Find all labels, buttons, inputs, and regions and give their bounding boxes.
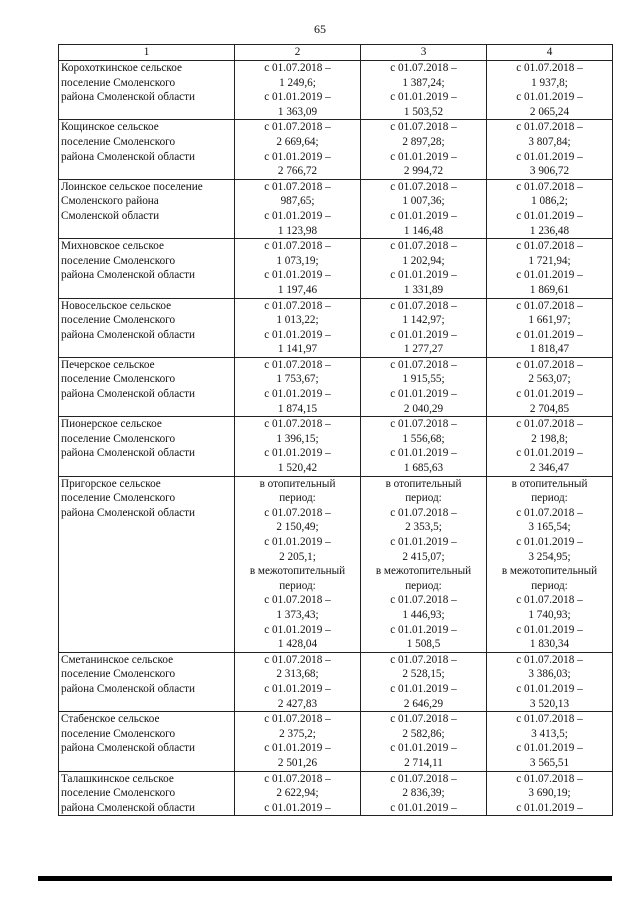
- tariff-line: 2 198,8;: [531, 432, 568, 445]
- settlement-name-cell: [59, 357, 235, 416]
- table-row: [59, 476, 613, 652]
- tariff-line: с 01.01.2019 –: [516, 328, 583, 341]
- tariff-line: с 01.01.2019 –: [264, 536, 331, 548]
- column-header-4: 4: [487, 45, 613, 61]
- tariff-cell-col2: [235, 179, 361, 238]
- tariff-line: с 01.07.2018 –: [390, 62, 457, 74]
- settlement-name-line: поселение Смоленского: [61, 727, 176, 740]
- settlement-name-line: района Смоленской области: [61, 801, 196, 814]
- tariff-cell-col2: [235, 771, 361, 816]
- tariff-line: с 01.07.2018 –: [264, 713, 331, 726]
- tariff-line: 2 346,47: [529, 462, 570, 475]
- tariff-line: 1 520,42: [277, 462, 318, 475]
- tariff-line: с 01.07.2018 –: [516, 772, 583, 785]
- page-number: 65: [314, 22, 326, 36]
- tariff-cell-col2: [235, 476, 361, 652]
- tariff-line: с 01.01.2019 –: [390, 209, 457, 222]
- table-row: [59, 417, 613, 476]
- settlement-name-cell: [59, 179, 235, 238]
- tariff-line: с 01.01.2019 –: [264, 801, 331, 814]
- tariff-line: 2 205,1;: [279, 550, 316, 563]
- tariff-line: 1 363,09: [277, 105, 318, 118]
- tariff-cell-col3: [361, 652, 487, 711]
- tariff-line: с 01.01.2019 –: [264, 328, 331, 341]
- tariff-line: с 01.01.2019 –: [264, 91, 331, 104]
- tariff-line: с 01.01.2019 –: [516, 209, 583, 222]
- tariff-line: 1 073,19;: [276, 254, 319, 267]
- column-header-1: 1: [59, 45, 235, 61]
- tariff-line: 1 387,24;: [402, 76, 445, 89]
- tariff-line: 1 373,43;: [276, 608, 319, 621]
- tariff-line: с 01.07.2018 –: [516, 299, 583, 312]
- tariff-line: с 01.07.2018 –: [516, 121, 583, 134]
- tariff-line: с 01.01.2019 –: [390, 447, 457, 460]
- settlement-name-cell: [59, 120, 235, 179]
- settlement-name-line: Пионерское сельское: [61, 418, 162, 431]
- tariff-line: 1 661,97;: [528, 314, 571, 327]
- tariff-line: 1 331,89: [403, 283, 444, 296]
- settlement-name-line: Стабенское сельское: [61, 713, 160, 726]
- tariff-line: с 01.07.2018 –: [516, 713, 583, 726]
- tariff-line: с 01.01.2019 –: [516, 623, 583, 636]
- settlement-name-line: района Смоленской области: [61, 388, 196, 401]
- table-row: [59, 239, 613, 298]
- tariff-line: период:: [279, 579, 316, 592]
- settlement-name-line: Смоленского района: [61, 195, 159, 208]
- column-header-3: 3: [361, 45, 487, 61]
- tariff-line: с 01.01.2019 –: [516, 91, 583, 104]
- tariff-line: с 01.07.2018 –: [390, 594, 457, 607]
- tariff-line: с 01.07.2018 –: [264, 653, 331, 666]
- settlement-name-cell: [59, 417, 235, 476]
- tariff-line: 2 897,28;: [402, 135, 445, 148]
- tariff-line: с 01.07.2018 –: [390, 299, 457, 312]
- tariff-line: 1 740,93;: [528, 608, 571, 621]
- tariff-cell-col3: [361, 298, 487, 357]
- tariff-cell-col3: [361, 239, 487, 298]
- settlement-name-line: Корохоткинское сельское: [61, 62, 182, 74]
- settlement-name-line: Сметанинское сельское: [61, 653, 174, 666]
- tariff-line: 2 501,26: [277, 756, 318, 769]
- tariff-cell-col3: [361, 357, 487, 416]
- settlement-name-line: поселение Смоленского: [61, 254, 176, 267]
- tariff-line: с 01.01.2019 –: [516, 150, 583, 163]
- settlement-name-line: поселение Смоленского: [61, 432, 176, 445]
- tariff-line: с 01.07.2018 –: [516, 240, 583, 253]
- tariff-line: 3 520,13: [529, 697, 570, 710]
- settlement-name-line: района Смоленской области: [61, 91, 196, 104]
- tariff-line: 2 994,72: [403, 165, 444, 178]
- settlement-name-line: поселение Смоленского: [61, 76, 176, 89]
- tariff-line: 1 146,48: [403, 224, 444, 237]
- tariff-line: в отопительный: [385, 477, 462, 490]
- settlement-name-cell: [59, 239, 235, 298]
- table-body: [59, 61, 613, 816]
- table-row: [59, 179, 613, 238]
- tariff-line: 3 565,51: [529, 756, 570, 769]
- tariff-line: 1 197,46: [277, 283, 318, 296]
- tariff-line: 2 646,29: [403, 697, 444, 710]
- tariff-line: с 01.01.2019 –: [390, 388, 457, 401]
- table-row: [59, 298, 613, 357]
- tariff-line: с 01.01.2019 –: [264, 269, 331, 282]
- settlement-name-line: Печерское сельское: [61, 358, 155, 371]
- tariff-line: 3 413,5;: [531, 727, 568, 740]
- tariff-line: с 01.01.2019 –: [516, 801, 583, 814]
- tariff-cell-col3: [361, 712, 487, 771]
- tariff-line: период:: [405, 579, 442, 592]
- tariff-line: с 01.01.2019 –: [264, 682, 331, 695]
- tariff-line: с 01.07.2018 –: [516, 594, 583, 607]
- tariff-line: с 01.07.2018 –: [516, 418, 583, 431]
- tariff-cell-col2: [235, 61, 361, 120]
- tariff-line: 2 528,15;: [402, 668, 445, 681]
- tariff-cell-col3: [361, 179, 487, 238]
- settlement-name-line: района Смоленской области: [61, 150, 196, 163]
- tariff-cell-col3: [361, 476, 487, 652]
- tariff-line: 3 807,84;: [528, 135, 571, 148]
- tariff-line: 1 753,67;: [276, 373, 319, 386]
- table-row: [59, 712, 613, 771]
- table-header-row: [59, 45, 613, 61]
- settlement-name-line: Новосельское сельское: [61, 299, 172, 312]
- tariff-line: 1 685,63: [403, 462, 444, 475]
- settlement-name-line: района Смоленской области: [61, 447, 196, 460]
- settlement-name-line: поселение Смоленского: [61, 492, 176, 505]
- settlement-name-line: района Смоленской области: [61, 328, 196, 341]
- tariff-line: 1 915,55;: [402, 373, 445, 386]
- tariff-line: 2 353,5;: [405, 521, 442, 534]
- tariff-line: 2 427,83: [277, 697, 318, 710]
- tariff-line: 1 236,48: [529, 224, 570, 237]
- tariff-line: 1 556,68;: [402, 432, 445, 445]
- tariff-line: с 01.01.2019 –: [390, 328, 457, 341]
- settlement-name-line: района Смоленской области: [61, 742, 196, 755]
- tariff-line: в межотопительный: [249, 565, 346, 578]
- tariff-line: 1 937,8;: [531, 76, 568, 89]
- tariff-line: с 01.07.2018 –: [390, 358, 457, 371]
- tariff-line: с 01.07.2018 –: [390, 506, 457, 519]
- tariff-line: с 01.01.2019 –: [390, 682, 457, 695]
- tariff-line: 1 446,93;: [402, 608, 445, 621]
- tariff-cell-col4: [487, 712, 613, 771]
- tariff-cell-col3: [361, 771, 487, 816]
- tariff-line: с 01.01.2019 –: [390, 623, 457, 636]
- tariff-cell-col2: [235, 239, 361, 298]
- tariff-line: 1 249,6;: [279, 76, 316, 89]
- tariff-line: 1 869,61: [529, 283, 570, 296]
- settlement-name-line: поселение Смоленского: [61, 314, 176, 327]
- table-row: [59, 652, 613, 711]
- settlement-name-cell: [59, 771, 235, 816]
- tariff-line: с 01.01.2019 –: [390, 536, 457, 548]
- settlement-name-cell: [59, 476, 235, 652]
- tariff-line: с 01.07.2018 –: [516, 180, 583, 193]
- tariff-line: 2 714,11: [404, 756, 443, 769]
- tariff-cell-col4: [487, 652, 613, 711]
- tariff-line: в отопительный: [511, 477, 588, 490]
- tariff-cell-col4: [487, 179, 613, 238]
- tariff-line: период:: [531, 579, 568, 592]
- settlement-name-line: Михновское сельское: [61, 240, 164, 253]
- tariff-line: 3 254,95;: [528, 550, 571, 563]
- tariff-line: с 01.01.2019 –: [390, 269, 457, 282]
- tariff-table: [58, 44, 613, 816]
- bottom-rule: [38, 876, 612, 881]
- tariff-line: с 01.07.2018 –: [264, 62, 331, 74]
- tariff-cell-col4: [487, 120, 613, 179]
- tariff-line: 2 313,68;: [276, 668, 319, 681]
- tariff-line: с 01.01.2019 –: [516, 536, 583, 548]
- tariff-line: 1 123,98: [277, 224, 318, 237]
- settlement-name-line: района Смоленской области: [61, 682, 196, 695]
- tariff-cell-col4: [487, 61, 613, 120]
- tariff-cell-col2: [235, 298, 361, 357]
- tariff-line: с 01.07.2018 –: [264, 299, 331, 312]
- tariff-line: 1 396,15;: [276, 432, 319, 445]
- settlement-name-line: Талашкинское сельское: [61, 772, 174, 785]
- tariff-line: 2 766,72: [277, 165, 318, 178]
- tariff-line: с 01.07.2018 –: [264, 121, 331, 134]
- settlement-name-line: поселение Смоленского: [61, 135, 176, 148]
- tariff-line: 2 622,94;: [276, 787, 319, 800]
- tariff-line: период:: [531, 492, 568, 505]
- table-row: [59, 61, 613, 120]
- table-row: [59, 120, 613, 179]
- settlement-name-line: поселение Смоленского: [61, 668, 176, 681]
- tariff-line: с 01.01.2019 –: [264, 209, 331, 222]
- tariff-line: с 01.07.2018 –: [390, 240, 457, 253]
- tariff-line: 3 386,03;: [528, 668, 571, 681]
- settlement-name-line: Лоинское сельское поселение: [61, 180, 203, 193]
- tariff-cell-col3: [361, 417, 487, 476]
- tariff-line: с 01.07.2018 –: [264, 180, 331, 193]
- settlement-name-line: района Смоленской области: [61, 269, 196, 282]
- tariff-line: 2 669,64;: [276, 135, 319, 148]
- tariff-line: с 01.07.2018 –: [264, 358, 331, 371]
- tariff-line: с 01.07.2018 –: [264, 772, 331, 785]
- tariff-line: с 01.01.2019 –: [390, 742, 457, 755]
- tariff-line: в межотопительный: [375, 565, 472, 578]
- tariff-line: 1 086,2;: [531, 195, 568, 208]
- tariff-line: в межотопительный: [501, 565, 598, 578]
- tariff-line: с 01.07.2018 –: [390, 180, 457, 193]
- tariff-line: 2 415,07;: [402, 550, 445, 563]
- tariff-line: с 01.01.2019 –: [264, 447, 331, 460]
- settlement-name-line: поселение Смоленского: [61, 787, 176, 800]
- tariff-line: период:: [405, 492, 442, 505]
- tariff-line: 1 830,34: [529, 638, 570, 651]
- tariff-line: 1 007,36;: [402, 195, 445, 208]
- tariff-line: 1 874,15: [277, 402, 318, 415]
- tariff-line: с 01.01.2019 –: [264, 150, 331, 163]
- tariff-line: 2 065,24: [529, 105, 570, 118]
- tariff-cell-col2: [235, 652, 361, 711]
- tariff-cell-col4: [487, 476, 613, 652]
- tariff-cell-col4: [487, 357, 613, 416]
- tariff-line: 1 013,22;: [276, 314, 319, 327]
- tariff-line: с 01.07.2018 –: [390, 653, 457, 666]
- table-row: [59, 771, 613, 816]
- tariff-line: с 01.07.2018 –: [390, 772, 457, 785]
- tariff-line: 1 508,5: [406, 638, 441, 651]
- tariff-line: 2 836,39;: [402, 787, 445, 800]
- tariff-line: с 01.07.2018 –: [264, 506, 331, 519]
- tariff-line: с 01.07.2018 –: [390, 418, 457, 431]
- settlement-name-line: Смоленской области: [61, 209, 160, 222]
- settlement-name-cell: [59, 652, 235, 711]
- tariff-cell-col2: [235, 357, 361, 416]
- tariff-line: 1 202,94;: [402, 254, 445, 267]
- settlement-name-cell: [59, 712, 235, 771]
- settlement-name-line: Пригорское сельское: [61, 477, 161, 490]
- tariff-line: с 01.07.2018 –: [516, 653, 583, 666]
- tariff-line: 3 906,72: [529, 165, 570, 178]
- settlement-name-cell: [59, 298, 235, 357]
- tariff-line: с 01.01.2019 –: [264, 742, 331, 755]
- settlement-name-line: района Смоленской области: [61, 506, 196, 519]
- tariff-line: 1 277,27: [403, 343, 444, 356]
- tariff-cell-col4: [487, 239, 613, 298]
- tariff-line: в отопительный: [259, 477, 336, 490]
- tariff-line: 1 142,97;: [402, 314, 445, 327]
- tariff-line: 1 721,94;: [528, 254, 571, 267]
- tariff-cell-col4: [487, 771, 613, 816]
- tariff-line: с 01.01.2019 –: [264, 388, 331, 401]
- tariff-line: 2 582,86;: [402, 727, 445, 740]
- tariff-line: 1 141,97: [277, 343, 318, 356]
- tariff-line: 1 818,47: [529, 343, 570, 356]
- tariff-line: с 01.07.2018 –: [516, 358, 583, 371]
- tariff-cell-col3: [361, 120, 487, 179]
- settlement-name-line: Кощинское сельское: [61, 121, 159, 134]
- settlement-name-line: поселение Смоленского: [61, 373, 176, 386]
- tariff-line: 2 563,07;: [528, 373, 571, 386]
- tariff-line: 3 165,54;: [528, 521, 571, 534]
- tariff-line: 2 040,29: [403, 402, 444, 415]
- tariff-line: 987,65;: [280, 195, 315, 208]
- tariff-line: с 01.01.2019 –: [516, 682, 583, 695]
- tariff-line: с 01.07.2018 –: [390, 121, 457, 134]
- tariff-line: с 01.01.2019 –: [516, 447, 583, 460]
- tariff-cell-col2: [235, 712, 361, 771]
- tariff-line: с 01.01.2019 –: [390, 150, 457, 163]
- tariff-cell-col2: [235, 417, 361, 476]
- tariff-cell-col4: [487, 298, 613, 357]
- tariff-cell-col4: [487, 417, 613, 476]
- tariff-line: 2 150,49;: [276, 521, 319, 534]
- tariff-line: с 01.01.2019 –: [516, 269, 583, 282]
- table-row: [59, 357, 613, 416]
- tariff-cell-col2: [235, 120, 361, 179]
- tariff-line: с 01.07.2018 –: [264, 594, 331, 607]
- tariff-line: с 01.07.2018 –: [516, 506, 583, 519]
- tariff-line: с 01.01.2019 –: [516, 388, 583, 401]
- tariff-line: с 01.01.2019 –: [264, 623, 331, 636]
- tariff-line: с 01.07.2018 –: [264, 418, 331, 431]
- tariff-line: 3 690,19;: [528, 787, 571, 800]
- tariff-line: с 01.07.2018 –: [390, 713, 457, 726]
- tariff-line: с 01.01.2019 –: [390, 801, 457, 814]
- tariff-line: период:: [279, 492, 316, 505]
- tariff-line: 1 503,52: [403, 105, 444, 118]
- tariff-line: с 01.01.2019 –: [516, 742, 583, 755]
- settlement-name-cell: [59, 61, 235, 120]
- column-header-2: 2: [235, 45, 361, 61]
- tariff-line: с 01.07.2018 –: [516, 62, 583, 74]
- tariff-line: 1 428,04: [277, 638, 318, 651]
- tariff-line: с 01.07.2018 –: [264, 240, 331, 253]
- tariff-line: 2 704,85: [529, 402, 570, 415]
- tariff-cell-col3: [361, 61, 487, 120]
- tariff-line: 2 375,2;: [279, 727, 316, 740]
- tariff-line: с 01.01.2019 –: [390, 91, 457, 104]
